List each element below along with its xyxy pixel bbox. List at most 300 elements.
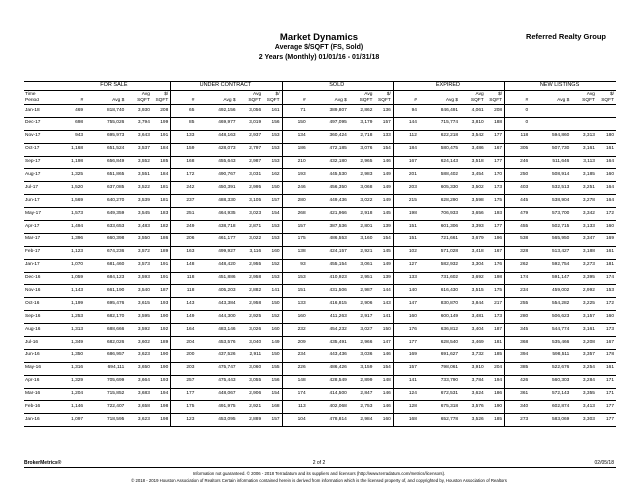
- data-cell: 146: [374, 156, 393, 169]
- col-header-price-per-sqft: SQFT: [374, 98, 393, 105]
- data-cell: 443,384: [196, 298, 237, 311]
- data-cell: 193: [152, 375, 171, 388]
- data-cell: 185: [152, 156, 171, 169]
- data-cell: 181: [152, 182, 171, 195]
- data-cell: 1,313: [60, 324, 86, 337]
- data-cell: 490,767: [196, 169, 237, 182]
- data-cell: 154: [374, 233, 393, 246]
- data-cell: 140: [393, 285, 419, 298]
- data-cell: 651,524: [85, 143, 126, 156]
- data-cell: 246: [282, 182, 308, 195]
- col-header-count: #: [60, 98, 86, 105]
- data-cell: 414,500: [308, 388, 349, 401]
- disclaimer-line-2: © 2018 - 2019 Houston Association of Realtors Certain information contained herein is derived from information which is the licensed property of, and copyrighted by, Houston Association of Realtors: [131, 478, 507, 483]
- data-cell: 464,935: [196, 208, 237, 221]
- data-cell: 1,097: [60, 414, 86, 427]
- data-cell: 156: [263, 117, 282, 130]
- col-header-top-avg-price: [419, 91, 460, 98]
- data-cell: 1,349: [60, 337, 86, 350]
- data-cell: 173: [597, 324, 616, 337]
- data-cell: 153: [597, 285, 616, 298]
- data-cell: 184: [152, 143, 171, 156]
- data-cell: 127: [393, 259, 419, 272]
- data-cell: 160: [597, 221, 616, 234]
- data-cell: 3,026: [238, 324, 264, 337]
- data-cell: 3,624: [460, 388, 486, 401]
- data-cell: 141: [374, 311, 393, 324]
- data-cell: 3,572: [126, 246, 152, 259]
- data-cell: 2,889: [238, 414, 264, 427]
- data-cell: 3,469: [460, 337, 486, 350]
- table-row: [24, 388, 616, 401]
- data-cell: 153: [263, 272, 282, 285]
- data-cell: 3,273: [571, 259, 597, 272]
- data-cell: 175: [282, 233, 308, 246]
- data-cell: 156: [263, 375, 282, 388]
- data-cell: 85: [171, 117, 197, 130]
- data-cell: 255: [505, 298, 531, 311]
- column-header-row-top: [24, 91, 616, 98]
- col-header-price-per-sqft: SQFT: [263, 98, 282, 105]
- data-cell: 183: [152, 208, 171, 221]
- data-cell: 424,157: [308, 246, 349, 259]
- data-cell: 3,656: [460, 208, 486, 221]
- data-cell: 443,436: [308, 349, 349, 362]
- period-header-bottom: Period: [24, 98, 60, 105]
- data-cell: 157: [263, 414, 282, 427]
- data-cell: 3,552: [126, 156, 152, 169]
- data-cell: 160: [597, 169, 616, 182]
- data-cell: 210: [282, 156, 308, 169]
- col-header-top-price-per-sqft: $/: [164, 91, 169, 97]
- data-cell: 1,325: [60, 169, 86, 182]
- data-cell: 193: [152, 298, 171, 311]
- period-cell: Oct-17: [24, 143, 60, 156]
- data-cell: 146: [374, 401, 393, 414]
- data-cell: 3,068: [349, 182, 375, 195]
- period-cell: Sep-16: [24, 311, 60, 324]
- data-cell: 173: [486, 182, 505, 195]
- data-cell: 943: [60, 130, 86, 143]
- data-cell: 3,550: [126, 233, 152, 246]
- data-cell: 2,992: [571, 285, 597, 298]
- data-cell: 150: [263, 182, 282, 195]
- data-cell: 572,143: [530, 388, 571, 401]
- data-cell: 1,520: [60, 182, 86, 195]
- data-cell: 605,330: [419, 182, 460, 195]
- data-cell: 538,904: [530, 195, 571, 208]
- data-cell: 1,350: [60, 349, 86, 362]
- data-cell: 2,921: [349, 246, 375, 259]
- data-cell: 177: [597, 401, 616, 414]
- data-cell: 428,549: [308, 375, 349, 388]
- data-cell: 3,133: [571, 221, 597, 234]
- period-cell: Mar-16: [24, 388, 60, 401]
- data-cell: 150: [263, 349, 282, 362]
- group-header-under-contract: UNDER CONTRACT: [171, 82, 282, 91]
- data-cell: 582,932: [419, 259, 460, 272]
- data-cell: 3,623: [126, 349, 152, 362]
- data-cell: 177: [597, 414, 616, 427]
- disclaimer-line-1: Information not guaranteed. © 2006 - 2018 Terradatum and its suppliers and licensors (http://www.terradatum.com/metrics/licensors).: [192, 471, 446, 476]
- report-title: Market Dynamics: [279, 32, 359, 43]
- data-cell: 181: [486, 337, 505, 350]
- table-row: [24, 375, 616, 388]
- data-cell: 4,061: [460, 105, 486, 118]
- col-header-count: #: [171, 98, 197, 105]
- footer-date: 02/05/18: [594, 460, 614, 466]
- data-cell: 172: [597, 208, 616, 221]
- data-cell: 3,036: [349, 349, 375, 362]
- data-cell: 149: [263, 337, 282, 350]
- data-cell: 177: [486, 221, 505, 234]
- col-header-avg-sqft: SQFT: [349, 98, 375, 105]
- data-cell: 502,715: [530, 221, 571, 234]
- data-cell: 177: [486, 156, 505, 169]
- data-cell: 182: [152, 221, 171, 234]
- data-cell: 3,019: [238, 117, 264, 130]
- data-cell: 478,814: [308, 414, 349, 427]
- table-row: [24, 156, 616, 169]
- data-cell: 3,615: [126, 298, 152, 311]
- data-cell: 628,540: [419, 337, 460, 350]
- data-cell: 755,026: [85, 117, 126, 130]
- data-cell: 184: [152, 169, 171, 182]
- data-cell: 3,910: [460, 362, 486, 375]
- data-cell: 3,076: [349, 143, 375, 156]
- data-cell: 706,933: [419, 208, 460, 221]
- data-cell: 157: [374, 117, 393, 130]
- data-cell: 451,886: [196, 272, 237, 285]
- data-cell: 698: [60, 117, 86, 130]
- data-cell: 830,870: [419, 298, 460, 311]
- data-cell: 3,794: [126, 117, 152, 130]
- data-cell: 628,290: [419, 195, 460, 208]
- data-cell: 153: [263, 130, 282, 143]
- data-cell: 479: [505, 208, 531, 221]
- data-cell: 149: [374, 182, 393, 195]
- data-cell: 3,602: [126, 337, 152, 350]
- data-cell: 3,643: [126, 130, 152, 143]
- data-cell: 2,984: [349, 414, 375, 427]
- data-cell: 0: [505, 105, 531, 118]
- data-cell: 152: [263, 311, 282, 324]
- data-cell: 469,977: [196, 117, 237, 130]
- data-cell: 170: [486, 169, 505, 182]
- data-cell: 3,355: [571, 388, 597, 401]
- data-cell: 133: [374, 130, 393, 143]
- data-cell: 455,643: [196, 156, 237, 169]
- data-cell: 2,906: [349, 298, 375, 311]
- data-cell: 145: [374, 208, 393, 221]
- data-cell: 151: [393, 221, 419, 234]
- data-cell: 128: [393, 401, 419, 414]
- data-cell: 438,718: [196, 221, 237, 234]
- data-cell: 3,623: [126, 414, 152, 427]
- data-cell: 580,475: [419, 143, 460, 156]
- data-cell: 280: [282, 195, 308, 208]
- data-cell: 405,203: [196, 285, 237, 298]
- data-cell: 1,329: [60, 375, 86, 388]
- data-cell: 560,303: [530, 375, 571, 388]
- data-cell: 538: [505, 233, 531, 246]
- data-cell: 164: [597, 182, 616, 195]
- data-cell: 674,236: [85, 246, 126, 259]
- data-cell: 3,481: [460, 311, 486, 324]
- data-cell: 1,573: [60, 208, 86, 221]
- data-cell: 151: [393, 233, 419, 246]
- col-header-count: #: [505, 98, 531, 105]
- data-cell: 491,975: [196, 401, 237, 414]
- report-period: 2 Years (Monthly) 01/01/16 - 01/31/18: [258, 54, 380, 61]
- data-cell: 145: [374, 246, 393, 259]
- data-cell: 3,157: [571, 311, 597, 324]
- table-row: [24, 195, 616, 208]
- data-cell: 694,111: [85, 362, 126, 375]
- data-cell: 93: [282, 259, 308, 272]
- data-cell: 675,318: [419, 401, 460, 414]
- data-cell: 3,061: [349, 259, 375, 272]
- data-cell: 640,270: [85, 195, 126, 208]
- data-cell: 3,254: [571, 362, 597, 375]
- data-cell: 113: [282, 401, 308, 414]
- data-cell: [571, 117, 597, 130]
- data-cell: 691,627: [419, 349, 460, 362]
- data-cell: 204: [486, 362, 505, 375]
- data-cell: 203: [171, 362, 197, 375]
- data-cell: 168: [393, 414, 419, 427]
- data-cell: 733,790: [419, 375, 460, 388]
- data-cell: 3,225: [571, 298, 597, 311]
- data-cell: 361: [505, 388, 531, 401]
- period-cell: Oct-16: [24, 298, 60, 311]
- data-cell: 3,454: [460, 169, 486, 182]
- data-cell: 3,539: [126, 195, 152, 208]
- data-cell: 194: [486, 375, 505, 388]
- data-cell: 601,306: [419, 221, 460, 234]
- period-cell: Dec-17: [24, 117, 60, 130]
- data-cell: 147: [393, 298, 419, 311]
- data-cell: 2,862: [349, 105, 375, 118]
- data-cell: 162: [263, 169, 282, 182]
- data-cell: 3,784: [460, 375, 486, 388]
- data-cell: 705,699: [85, 375, 126, 388]
- data-cell: 3,347: [571, 233, 597, 246]
- data-cell: 385: [505, 362, 531, 375]
- data-cell: 232: [282, 324, 308, 337]
- data-cell: 203: [393, 182, 419, 195]
- data-cell: 2,995: [238, 182, 264, 195]
- report-subtitle: Average $/SQFT (FS, Sold): [274, 44, 364, 51]
- data-cell: [530, 105, 571, 118]
- group-header-expired: EXPIRED: [393, 82, 504, 91]
- data-cell: 688,666: [85, 324, 126, 337]
- data-cell: 3,185: [571, 169, 597, 182]
- data-cell: 1,316: [60, 362, 86, 375]
- data-cell: 160: [282, 311, 308, 324]
- data-cell: 340: [505, 401, 531, 414]
- table-row: [24, 143, 616, 156]
- col-header-price-per-sqft: SQFT: [486, 98, 505, 105]
- data-cell: 636,812: [419, 324, 460, 337]
- data-cell: 173: [486, 311, 505, 324]
- data-cell: 190: [152, 311, 171, 324]
- data-cell: 193: [282, 169, 308, 182]
- data-cell: 3,303: [571, 414, 597, 427]
- data-cell: 3,284: [571, 375, 597, 388]
- data-cell: 583,069: [530, 414, 571, 427]
- data-cell: 3,502: [460, 182, 486, 195]
- data-cell: 459,002: [530, 285, 571, 298]
- footer-brand: BrokerMetrics®: [24, 460, 62, 466]
- data-cell: 497,095: [308, 117, 349, 130]
- data-cell: 3,683: [126, 388, 152, 401]
- data-cell: 718,595: [85, 414, 126, 427]
- data-cell: 3,679: [460, 233, 486, 246]
- data-cell: 532,513: [530, 182, 571, 195]
- data-cell: 616,430: [419, 285, 460, 298]
- col-header-count: #: [393, 98, 419, 105]
- data-cell: 175: [171, 401, 197, 414]
- col-header-top-avg-price: [530, 91, 571, 98]
- col-header-price-per-sqft: SQFT: [597, 98, 616, 105]
- period-cell: Sep-17: [24, 156, 60, 169]
- data-cell: 573,700: [530, 208, 571, 221]
- table-row: [24, 130, 616, 143]
- table-row: [24, 259, 616, 272]
- data-cell: 2,911: [238, 349, 264, 362]
- data-cell: 600,149: [419, 311, 460, 324]
- data-cell: 3,486: [460, 143, 486, 156]
- data-cell: 2,937: [238, 130, 264, 143]
- data-cell: 1,199: [60, 298, 86, 311]
- data-cell: 1,569: [60, 195, 86, 208]
- data-cell: 167: [393, 156, 419, 169]
- data-cell: 682,170: [85, 311, 126, 324]
- data-cell: 3,592: [126, 324, 152, 337]
- data-cell: 2,983: [349, 169, 375, 182]
- data-cell: 3,810: [460, 117, 486, 130]
- data-cell: 154: [263, 388, 282, 401]
- data-cell: 1,059: [60, 272, 86, 285]
- period-cell: Aug-17: [24, 169, 60, 182]
- period-cell: Jun-16: [24, 349, 60, 362]
- data-cell: 167: [486, 246, 505, 259]
- data-cell: 177: [171, 388, 197, 401]
- data-cell: 3,040: [238, 337, 264, 350]
- data-cell: 571,028: [419, 246, 460, 259]
- data-cell: 437,526: [196, 349, 237, 362]
- brand-name: Referred Realty Group: [525, 32, 606, 41]
- data-cell: 161: [597, 362, 616, 375]
- data-cell: 187: [152, 285, 171, 298]
- data-cell: 661,190: [85, 285, 126, 298]
- data-cell: 421,966: [308, 208, 349, 221]
- data-cell: 432,180: [308, 156, 349, 169]
- data-cell: 3,179: [349, 117, 375, 130]
- data-cell: 488,330: [196, 195, 237, 208]
- data-cell: 651,865: [85, 169, 126, 182]
- data-cell: 2,906: [238, 388, 264, 401]
- data-cell: 144: [393, 117, 419, 130]
- data-cell: 176: [393, 324, 419, 337]
- period-cell: Jan-17: [24, 259, 60, 272]
- data-cell: 2,966: [349, 337, 375, 350]
- data-cell: 186: [282, 143, 308, 156]
- col-header-avg-sqft: SQFT: [571, 98, 597, 105]
- column-header-row-bottom: [24, 98, 616, 105]
- table-row: [24, 272, 616, 285]
- data-cell: 150: [263, 298, 282, 311]
- data-cell: 513,427: [530, 246, 571, 259]
- data-cell: 217: [486, 298, 505, 311]
- data-cell: 1,253: [60, 311, 86, 324]
- col-header-top-count: [60, 91, 86, 98]
- period-cell: Jul-17: [24, 182, 60, 195]
- data-cell: 2,899: [349, 375, 375, 388]
- data-cell: 249: [171, 221, 197, 234]
- data-cell: 426: [505, 375, 531, 388]
- data-cell: 192: [152, 324, 171, 337]
- data-cell: 104: [282, 414, 308, 427]
- data-cell: 3,251: [571, 182, 597, 195]
- data-cell: 118: [171, 272, 197, 285]
- data-cell: 118: [171, 285, 197, 298]
- data-cell: 3,598: [460, 195, 486, 208]
- data-cell: 201: [393, 169, 419, 182]
- data-cell: 3,027: [349, 324, 375, 337]
- data-cell: [571, 105, 597, 118]
- data-cell: 208: [152, 105, 171, 118]
- data-cell: 154: [374, 362, 393, 375]
- data-cell: 652,778: [419, 414, 460, 427]
- col-header-top-count: [171, 91, 197, 98]
- col-header-top-count: [505, 91, 531, 98]
- data-cell: 2,987: [238, 156, 264, 169]
- data-cell: 2,718: [349, 130, 375, 143]
- data-cell: 431,506: [308, 285, 349, 298]
- data-cell: 506,623: [530, 311, 571, 324]
- data-cell: 144: [374, 285, 393, 298]
- data-cell: 151: [282, 285, 308, 298]
- data-cell: 3,022: [238, 233, 264, 246]
- data-cell: 3,664: [126, 375, 152, 388]
- data-cell: 507,730: [530, 143, 571, 156]
- table-row: [24, 233, 616, 246]
- data-cell: 149: [374, 195, 393, 208]
- data-cell: 134: [282, 130, 308, 143]
- data-cell: 2,965: [349, 156, 375, 169]
- data-cell: [597, 117, 616, 130]
- data-cell: 181: [152, 195, 171, 208]
- data-cell: 731,602: [419, 272, 460, 285]
- data-cell: 686,957: [85, 349, 126, 362]
- data-cell: 175: [486, 195, 505, 208]
- data-cell: 1,198: [60, 156, 86, 169]
- col-header-avg-sqft: SQFT: [460, 98, 486, 105]
- data-cell: 1,123: [60, 246, 86, 259]
- table-row: [24, 221, 616, 234]
- data-cell: 3,551: [126, 169, 152, 182]
- data-cell: 2,955: [238, 259, 264, 272]
- data-cell: 715,852: [85, 388, 126, 401]
- data-cell: 389,807: [308, 105, 349, 118]
- data-cell: 3,031: [238, 169, 264, 182]
- data-cell: 695,973: [85, 130, 126, 143]
- col-header-top-count: [282, 91, 308, 98]
- data-cell: 3,540: [126, 285, 152, 298]
- data-cell: 3,116: [238, 246, 264, 259]
